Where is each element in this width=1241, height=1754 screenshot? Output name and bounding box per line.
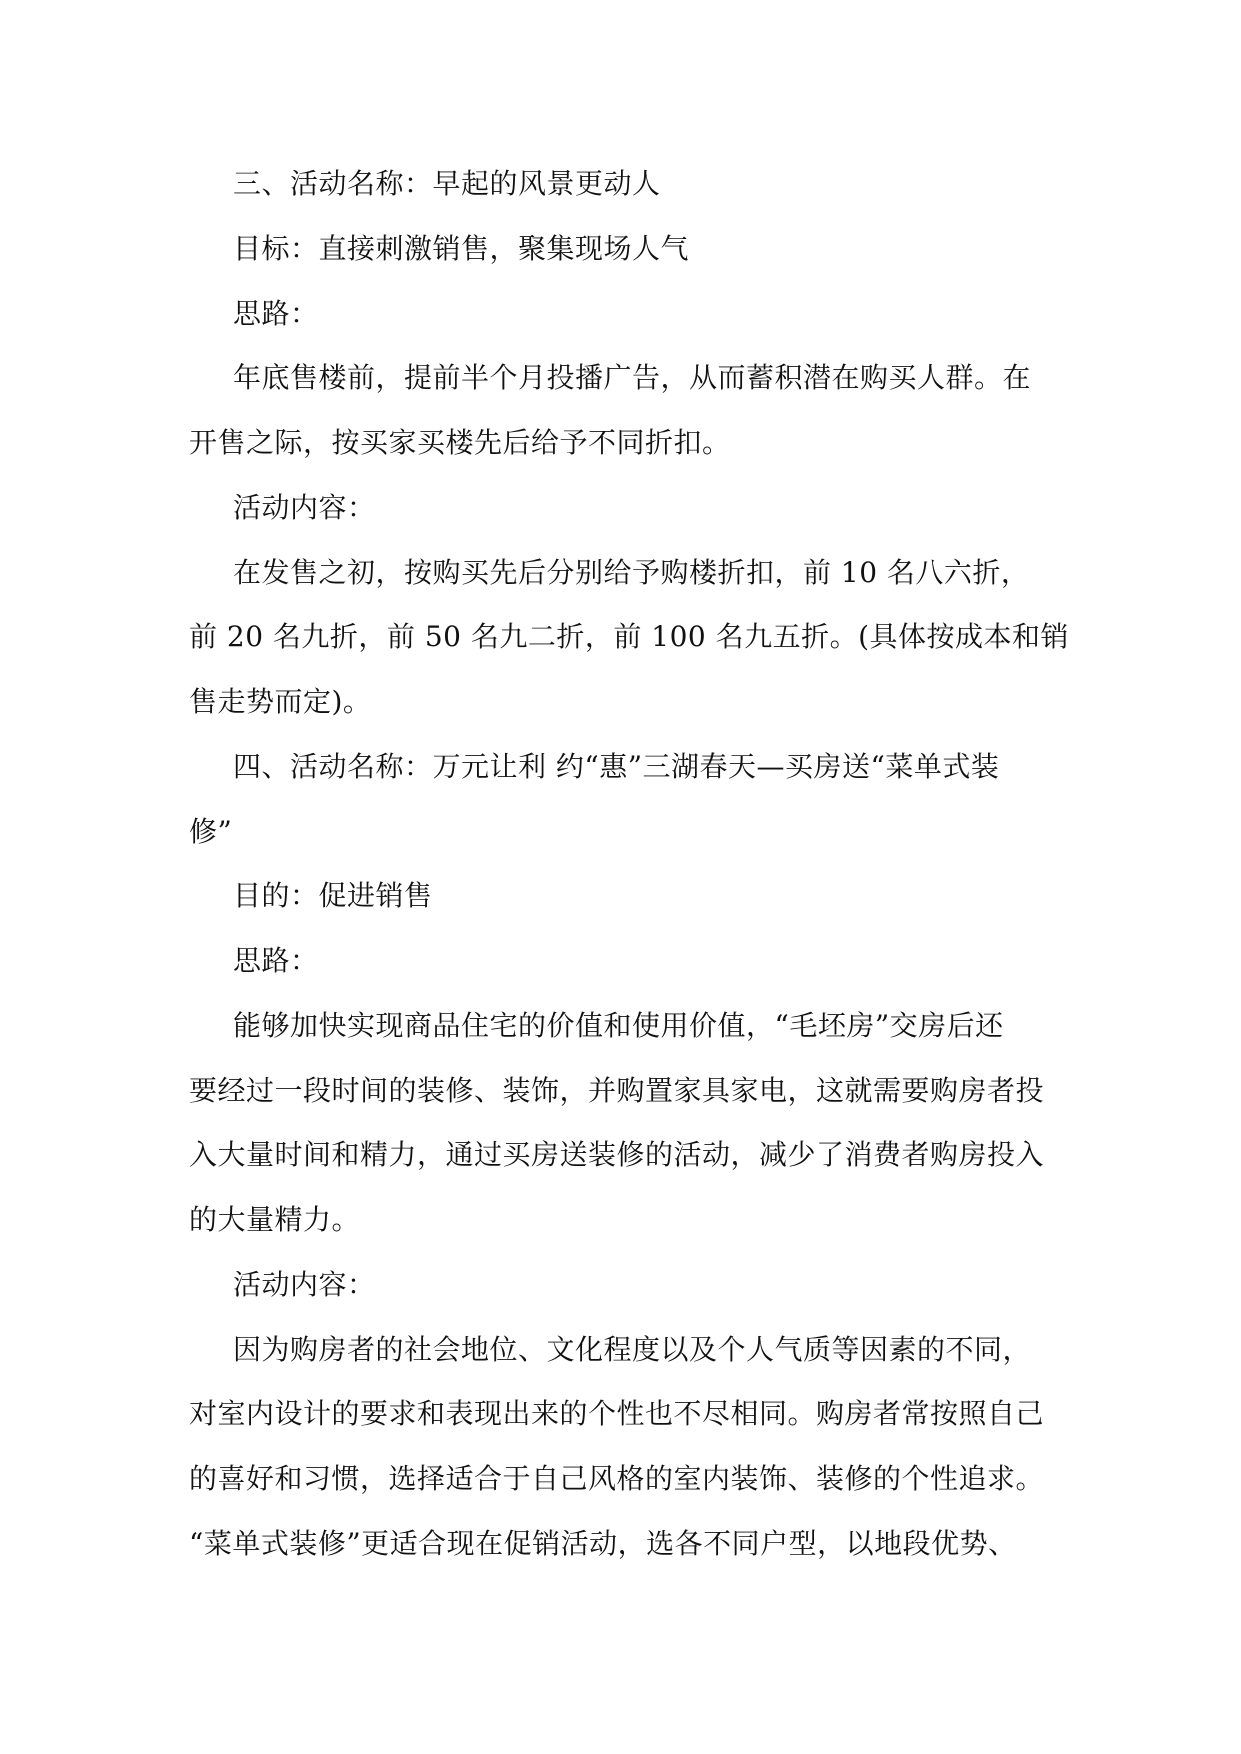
paragraph-line: 入大量时间和精力，通过买房送装修的活动，减少了消费者购房投入	[189, 1138, 1045, 1171]
paragraph-line: 因为购房者的社会地位、文化程度以及个人气质等因素的不同，	[233, 1333, 1032, 1366]
section-four-heading: 四、活动名称：万元让利 约“惠”三湖春天—买房送“菜单式装	[233, 750, 1000, 783]
section-four-heading-continued: 修”	[189, 815, 233, 848]
paragraph-line: 年底售楼前，提前半个月投播广告，从而蓄积潜在购买人群。在	[233, 361, 1032, 394]
approach-label: 思路：	[233, 944, 319, 977]
activity-content-label: 活动内容：	[233, 491, 376, 524]
paragraph-line: 的喜好和习惯，选择适合于自己风格的室内装饰、装修的个性追求。	[189, 1462, 1045, 1495]
paragraph-line: 的大量精力。	[189, 1203, 361, 1236]
approach-label: 思路：	[233, 297, 319, 330]
paragraph-line: 前 20 名九折，前 50 名九二折，前 100 名九五折。(具体按成本和销	[189, 620, 1070, 653]
purpose-line: 目的：促进销售	[233, 879, 433, 912]
paragraph-line: 能够加快实现商品住宅的价值和使用价值，“毛坯房”交房后还	[233, 1009, 1004, 1042]
paragraph-line: 在发售之初，按购买先后分别给予购楼折扣，前 10 名八六折，	[233, 556, 1030, 589]
paragraph-line: 售走势而定)。	[189, 685, 372, 718]
paragraph-line: 要经过一段时间的装修、装饰，并购置家具家电，这就需要购房者投	[189, 1074, 1045, 1107]
paragraph-line: “菜单式装修”更适合现在促销活动，选各不同户型，以地段优势、	[189, 1527, 1017, 1560]
paragraph-line: 对室内设计的要求和表现出来的个性也不尽相同。购房者常按照自己	[189, 1397, 1045, 1430]
goal-line: 目标：直接刺激销售，聚集现场人气	[233, 232, 690, 265]
paragraph-line: 开售之际，按买家买楼先后给予不同折扣。	[189, 426, 731, 459]
activity-content-label: 活动内容：	[233, 1268, 376, 1301]
section-three-heading: 三、活动名称：早起的风景更动人	[233, 167, 661, 200]
